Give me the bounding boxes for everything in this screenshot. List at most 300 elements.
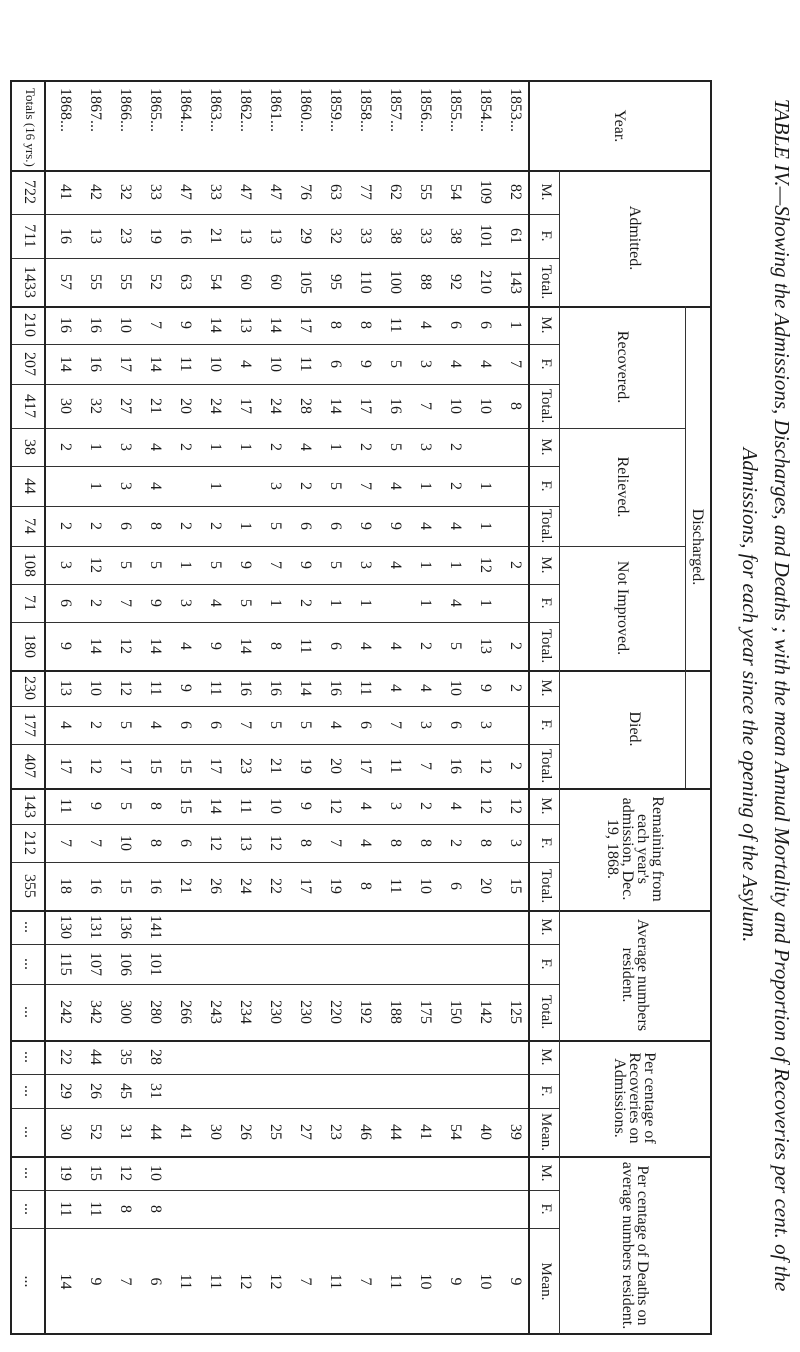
year-header: Year. [611, 109, 629, 143]
table-cell: 17 [117, 356, 134, 372]
table-cell: 14 [147, 638, 164, 654]
table-cell: 76 [297, 184, 314, 200]
sub-header-f: F. [538, 1085, 554, 1097]
totals-cell: 212 [21, 831, 38, 855]
table-cell: 20 [177, 398, 194, 414]
year-cell: 1856... [417, 88, 434, 132]
table-cell: 4 [357, 642, 374, 650]
table-cell: 12 [477, 798, 494, 814]
table-cell: 12 [117, 1165, 134, 1181]
table-cell: 11 [207, 680, 224, 696]
table-cell: 5 [207, 561, 224, 569]
table-cell: 9 [237, 561, 254, 569]
table-cell: 14 [327, 398, 344, 414]
table-cell: 4 [147, 482, 164, 490]
table-cell: 14 [267, 317, 284, 333]
table-cell: 11 [87, 1201, 104, 1217]
table-cell: 17 [357, 758, 374, 774]
table-cell: 63 [177, 274, 194, 290]
table-cell: 21 [177, 878, 194, 894]
table-cell: 3 [177, 599, 194, 607]
table-cell: 5 [117, 561, 134, 569]
table-cell: 18 [57, 878, 74, 894]
totals-cell: 44 [21, 478, 38, 494]
table-cell: 5 [387, 360, 404, 368]
table-cell: 300 [117, 1000, 134, 1024]
table-cell: 1 [477, 522, 494, 530]
table-cell: 44 [147, 1124, 164, 1140]
table-cell: 9 [177, 321, 194, 329]
table-cell: 16 [87, 356, 104, 372]
table-cell: 10 [117, 835, 134, 851]
totals-cell: ... [21, 1126, 38, 1138]
table-cell: 26 [207, 878, 224, 894]
table-cell: 52 [147, 274, 164, 290]
table-cell: 33 [207, 184, 224, 200]
table-cell: 3 [117, 482, 134, 490]
table-cell: 1 [87, 482, 104, 490]
table-cell: 16 [387, 398, 404, 414]
table-cell: 4 [447, 802, 464, 810]
table-cell: 77 [357, 184, 374, 200]
table-cell: 5 [447, 642, 464, 650]
table-cell: 38 [447, 228, 464, 244]
sub-header-total: Total. [538, 868, 554, 904]
table-cell: 23 [117, 228, 134, 244]
table-cell: 22 [267, 878, 284, 894]
table-cell: 105 [297, 270, 314, 294]
totals-cell: 38 [21, 439, 38, 455]
table-cell: 192 [357, 1000, 374, 1024]
totals-cell: 722 [21, 180, 38, 204]
table-cell: 15 [177, 798, 194, 814]
table-cell: 15 [507, 878, 524, 894]
table-cell: 6 [147, 1277, 164, 1286]
table-cell: 7 [387, 721, 404, 729]
table-cell: 54 [447, 184, 464, 200]
totals-cell: ... [21, 1006, 38, 1018]
table-cell: 242 [57, 1000, 74, 1024]
table-cell: 7 [357, 482, 374, 490]
table-cell: 2 [177, 443, 194, 451]
table-cell: 7 [237, 721, 254, 729]
table-cell: 26 [237, 1124, 254, 1140]
table-cell: 7 [267, 561, 284, 569]
table-cell: 17 [117, 758, 134, 774]
table-cell: 27 [297, 1124, 314, 1140]
table-cell: 12 [267, 835, 284, 851]
totals-cell: 71 [21, 595, 38, 611]
table-cell: 2 [87, 522, 104, 530]
table-cell: 10 [267, 798, 284, 814]
table-cell: 10 [147, 1165, 164, 1181]
table-cell: 24 [237, 878, 254, 894]
table-cell: 54 [207, 274, 224, 290]
table-cell: 8 [147, 1205, 164, 1213]
table-cell: 2 [57, 522, 74, 530]
table-cell: 16 [267, 680, 284, 696]
table-cell: 1 [267, 599, 284, 607]
table-cell: 19 [297, 758, 314, 774]
table-cell: 13 [237, 835, 254, 851]
not-improved-header: Not Improved. [614, 560, 632, 656]
table-cell: 2 [267, 443, 284, 451]
table-cell: 1 [417, 482, 434, 490]
table-cell: 41 [417, 1124, 434, 1140]
table-cell: 7 [417, 762, 434, 770]
table-cell: 175 [417, 1000, 434, 1024]
table-cell: 12 [87, 758, 104, 774]
row-rule [528, 82, 530, 1335]
sub-header-mean: Mean. [538, 1262, 554, 1301]
table-cell: 28 [297, 398, 314, 414]
table-cell: 9 [477, 684, 494, 692]
table-cell: 23 [327, 1124, 344, 1140]
table-title: TABLE IV.—Showing the Admissions, Discharges, and Deaths ; with the mean Annual Mortality and Proportion of Recoveries per cent. of the [770, 98, 794, 1292]
column-rule [12, 546, 686, 547]
table-cell: 2 [297, 599, 314, 607]
table-cell: 6 [297, 522, 314, 530]
table-cell: 6 [477, 321, 494, 329]
totals-cell: ... [21, 921, 38, 933]
table-cell: 5 [297, 721, 314, 729]
table-cell: 4 [297, 443, 314, 451]
table-cell: 16 [237, 680, 254, 696]
table-cell: 2 [87, 599, 104, 607]
table-cell: 82 [507, 184, 524, 200]
table-cell: 8 [357, 882, 374, 890]
table-cell: 13 [267, 228, 284, 244]
table-cell: 20 [477, 878, 494, 894]
table-cell: 10 [417, 878, 434, 894]
table-cell: 4 [477, 360, 494, 368]
table-cell: 7 [507, 360, 524, 368]
totals-cell: ... [21, 1203, 38, 1215]
table-cell: 52 [87, 1124, 104, 1140]
table-cell: 9 [57, 642, 74, 650]
table-cell: 9 [207, 642, 224, 650]
year-cell: 1854... [477, 88, 494, 132]
year-cell: 1862... [237, 88, 254, 132]
table-cell: 11 [357, 680, 374, 696]
table-cell: 2 [357, 443, 374, 451]
table-cell: 9 [387, 522, 404, 530]
table-cell: 1 [327, 599, 344, 607]
table-cell: 10 [267, 356, 284, 372]
table-cell: 3 [57, 561, 74, 569]
sub-header-total: Total. [538, 748, 554, 784]
table-cell: 10 [87, 680, 104, 696]
table-cell: 2 [447, 443, 464, 451]
table-cell: 33 [147, 184, 164, 200]
table-cell: 4 [387, 561, 404, 569]
table-cell: 16 [57, 228, 74, 244]
table-cell: 109 [477, 180, 494, 204]
sub-header-f: F. [538, 719, 554, 731]
table-cell: 45 [117, 1083, 134, 1099]
table-cell: 230 [297, 1000, 314, 1024]
table-cell: 7 [297, 1277, 314, 1286]
table-cell: 11 [57, 1201, 74, 1217]
year-cell: 1859... [327, 88, 344, 132]
table-cell: 280 [147, 1000, 164, 1024]
table-cell: 11 [207, 1273, 224, 1290]
table-cell: 29 [297, 228, 314, 244]
sub-header-f: F. [538, 358, 554, 370]
totals-label: Totals (16 yrs.) [23, 88, 38, 167]
table-cell: 9 [177, 684, 194, 692]
table-cell: 10 [447, 680, 464, 696]
table-cell: 16 [447, 758, 464, 774]
table-cell: 14 [237, 638, 254, 654]
totals-cell: 143 [21, 794, 38, 818]
sub-header-f: F. [538, 1203, 554, 1215]
sub-header-m: M. [538, 918, 554, 936]
table-cell: 35 [117, 1049, 134, 1065]
table-cell: 95 [327, 274, 344, 290]
sub-header-total: Total. [538, 264, 554, 300]
table-cell: 243 [207, 1000, 224, 1024]
sub-header-mean: Mean. [538, 1113, 554, 1151]
died-header: Died. [626, 711, 644, 747]
table-cell: 88 [417, 274, 434, 290]
row-rule [559, 170, 560, 1335]
table-cell: 7 [117, 599, 134, 607]
table-cell: 1 [87, 443, 104, 451]
table-cell: 7 [117, 1277, 134, 1286]
table-cell: 23 [237, 758, 254, 774]
year-cell: 1858... [357, 88, 374, 132]
table-cell: 8 [357, 321, 374, 329]
sub-header-f: F. [538, 958, 554, 970]
table-cell: 8 [147, 522, 164, 530]
table-cell: 11 [177, 1273, 194, 1290]
totals-cell: ... [21, 1051, 38, 1063]
table-cell: 33 [357, 228, 374, 244]
table-cell: 10 [477, 398, 494, 414]
admitted-header: Admitted. [626, 205, 644, 271]
table-cell: 5 [117, 802, 134, 810]
table-cell: 5 [147, 561, 164, 569]
table-cell: 130 [57, 915, 74, 939]
table-cell: 29 [57, 1083, 74, 1099]
year-cell: 1853... [507, 88, 524, 132]
table-cell: 6 [357, 721, 374, 729]
table-cell: 8 [507, 402, 524, 410]
table-cell: 9 [87, 1277, 104, 1286]
totals-cell: 355 [21, 874, 38, 898]
table-cell: 12 [207, 835, 224, 851]
table-cell: 11 [387, 1273, 404, 1290]
table-cell: 106 [117, 952, 134, 976]
table-cell: 54 [447, 1124, 464, 1140]
table-cell: 1 [357, 599, 374, 607]
table-cell: 16 [87, 317, 104, 333]
table-cell: 2 [417, 642, 434, 650]
table-cell: 15 [177, 758, 194, 774]
table-cell: 20 [327, 758, 344, 774]
totals-cell: 210 [21, 313, 38, 337]
table-cell: 31 [117, 1124, 134, 1140]
table-cell: 11 [237, 798, 254, 814]
year-cell: 1855... [447, 88, 464, 132]
table-cell: 62 [387, 184, 404, 200]
sub-header-total: Total. [538, 994, 554, 1030]
table-cell: 1 [477, 482, 494, 490]
table-cell: 101 [477, 224, 494, 248]
table-cell: 16 [177, 228, 194, 244]
table-cell: 143 [507, 270, 524, 294]
table-cell: 342 [87, 1000, 104, 1024]
table-cell: 9 [507, 1277, 524, 1286]
totals-cell: ... [21, 1167, 38, 1179]
table-cell: 12 [117, 680, 134, 696]
table-cell: 32 [327, 228, 344, 244]
table-cell: 8 [147, 802, 164, 810]
table-cell: 1 [237, 522, 254, 530]
table-cell: 30 [57, 1124, 74, 1140]
table-cell: 6 [117, 522, 134, 530]
table-cell: 15 [147, 758, 164, 774]
sub-header-m: M. [538, 679, 554, 697]
table-cell: 8 [297, 839, 314, 847]
table-cell: 17 [57, 758, 74, 774]
table-cell: 12 [327, 798, 344, 814]
table-cell: 141 [147, 915, 164, 939]
table-cell: 14 [57, 1273, 74, 1290]
table-cell: 11 [387, 317, 404, 333]
table-cell: 19 [327, 878, 344, 894]
totals-cell: 1433 [21, 266, 38, 298]
table-cell: 7 [87, 839, 104, 847]
sub-header-m: M. [538, 556, 554, 574]
table-cell: 11 [387, 758, 404, 774]
table-cell: 47 [237, 184, 254, 200]
table-cell: 5 [327, 482, 344, 490]
table-cell: 17 [297, 878, 314, 894]
remaining-header: Remaining from each year's admission, Dec. 19, 1868. [604, 796, 666, 902]
table-cell: 9 [447, 1277, 464, 1286]
table-cell: 1 [507, 321, 524, 329]
table-cell: 11 [297, 356, 314, 372]
table-cell: 4 [387, 482, 404, 490]
table-cell: 188 [387, 1000, 404, 1024]
table-cell: 25 [267, 1124, 284, 1140]
table-cell: 15 [117, 878, 134, 894]
table-cell: 2 [177, 522, 194, 530]
table-cell: 60 [267, 274, 284, 290]
table-cell: 11 [387, 878, 404, 894]
table-cell: 2 [297, 482, 314, 490]
table-cell: 55 [87, 274, 104, 290]
data-table [10, 80, 712, 1335]
table-cell: 11 [57, 798, 74, 814]
table-cell: 32 [87, 398, 104, 414]
table-cell: 12 [477, 557, 494, 573]
table-cell: 2 [207, 522, 224, 530]
table-cell: 15 [87, 1165, 104, 1181]
totals-cell: 74 [21, 518, 38, 534]
table-cell: 3 [387, 802, 404, 810]
table-cell: 234 [237, 1000, 254, 1024]
table-cell: 3 [507, 839, 524, 847]
sub-header-total: Total. [538, 508, 554, 544]
table-cell: 92 [447, 274, 464, 290]
table-cell: 41 [177, 1124, 194, 1140]
table-cell: 47 [177, 184, 194, 200]
relieved-header: Relieved. [614, 456, 632, 518]
year-cell: 1865... [147, 88, 164, 132]
table-cell: 57 [57, 274, 74, 290]
table-cell: 55 [117, 274, 134, 290]
table-cell: 12 [117, 638, 134, 654]
sub-header-f: F. [538, 480, 554, 492]
table-cell: 210 [477, 270, 494, 294]
table-cell: 9 [297, 802, 314, 810]
table-cell: 10 [447, 398, 464, 414]
year-cell: 1860... [297, 88, 314, 132]
table-cell: 6 [447, 882, 464, 890]
table-cell: 7 [327, 839, 344, 847]
table-cell: 32 [117, 184, 134, 200]
year-cell: 1868... [57, 88, 74, 132]
table-cell: 22 [57, 1049, 74, 1065]
table-cell: 8 [117, 1205, 134, 1213]
table-cell: 40 [477, 1124, 494, 1140]
table-cell: 27 [117, 398, 134, 414]
table-cell: 3 [117, 443, 134, 451]
totals-cell: 230 [21, 676, 38, 700]
row-rule [44, 82, 46, 1335]
recovered-header: Recovered. [614, 330, 632, 404]
table-cell: 3 [417, 721, 434, 729]
table-cell: 4 [417, 684, 434, 692]
table-cell: 4 [417, 522, 434, 530]
table-cell: 4 [327, 721, 344, 729]
year-cell: 1867... [87, 88, 104, 132]
table-cell: 220 [327, 1000, 344, 1024]
table-cell: 6 [207, 721, 224, 729]
table-cell: 6 [447, 321, 464, 329]
table-cell: 2 [87, 721, 104, 729]
table-cell: 41 [57, 184, 74, 200]
table-cell: 17 [237, 398, 254, 414]
table-cell: 33 [417, 228, 434, 244]
table-cell: 4 [147, 721, 164, 729]
table-cell: 3 [267, 482, 284, 490]
sub-header-total: Total. [538, 388, 554, 424]
year-cell: 1866... [117, 88, 134, 132]
discharged-header: Discharged. [689, 508, 707, 586]
table-cell: 21 [147, 398, 164, 414]
table-cell: 60 [237, 274, 254, 290]
sub-header-m: M. [538, 797, 554, 815]
year-cell: 1864... [177, 88, 194, 132]
year-cell: 1863... [207, 88, 224, 132]
table-cell: 14 [57, 356, 74, 372]
column-rule [12, 428, 686, 429]
table-cell: 13 [237, 317, 254, 333]
table-cell: 5 [237, 599, 254, 607]
totals-cell: 207 [21, 352, 38, 376]
table-cell: 150 [447, 1000, 464, 1024]
table-cell: 4 [417, 321, 434, 329]
table-cell: 14 [207, 317, 224, 333]
sub-header-m: M. [538, 1048, 554, 1066]
table-cell: 4 [387, 642, 404, 650]
sub-header-f: F. [538, 597, 554, 609]
table-cell: 14 [87, 638, 104, 654]
